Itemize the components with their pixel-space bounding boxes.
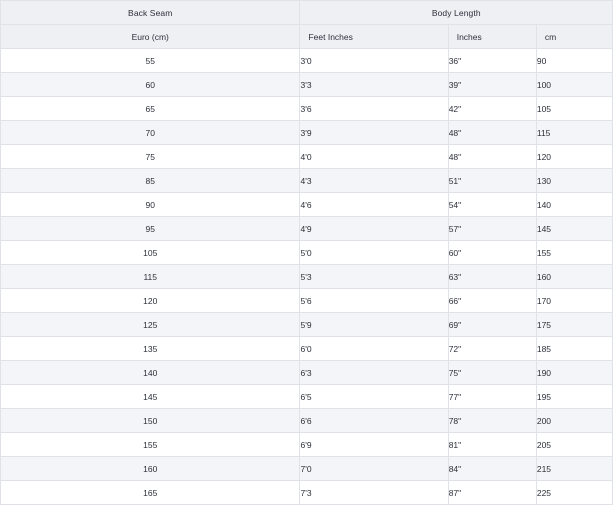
cell-inches: 69" — [448, 313, 536, 337]
cell-cm: 130 — [536, 169, 612, 193]
table-row — [1, 289, 613, 313]
cell-euro: 85 — [1, 169, 300, 193]
cell-inches: 81" — [448, 433, 536, 457]
cell-cm: 190 — [536, 361, 612, 385]
cell-inches: 78" — [448, 409, 536, 433]
table-row — [1, 49, 613, 73]
cell-cm: 225 — [536, 481, 612, 505]
table-row — [1, 481, 613, 505]
table-row — [1, 337, 613, 361]
cell-feet-inches: 4'6 — [300, 193, 448, 217]
cell-feet-inches: 5'3 — [300, 265, 448, 289]
table-row — [1, 241, 613, 265]
cell-inches: 36" — [448, 49, 536, 73]
cell-feet-inches: 7'0 — [300, 457, 448, 481]
cell-inches: 57" — [448, 217, 536, 241]
group-header-body-length: Body Length — [300, 1, 613, 25]
table-row — [1, 121, 613, 145]
group-header-back-seam: Back Seam — [1, 1, 300, 25]
cell-euro: 55 — [1, 49, 300, 73]
cell-feet-inches: 6'5 — [300, 385, 448, 409]
cell-euro: 60 — [1, 73, 300, 97]
cell-euro: 155 — [1, 433, 300, 457]
cell-euro: 65 — [1, 97, 300, 121]
table-row — [1, 385, 613, 409]
table-row — [1, 169, 613, 193]
cell-inches: 42" — [448, 97, 536, 121]
cell-euro: 120 — [1, 289, 300, 313]
cell-inches: 54" — [448, 193, 536, 217]
cell-inches: 75" — [448, 361, 536, 385]
cell-feet-inches: 6'3 — [300, 361, 448, 385]
cell-cm: 170 — [536, 289, 612, 313]
cell-feet-inches: 6'9 — [300, 433, 448, 457]
column-header-inches: Inches — [448, 25, 536, 49]
cell-cm: 175 — [536, 313, 612, 337]
cell-feet-inches: 5'9 — [300, 313, 448, 337]
cell-cm: 100 — [536, 73, 612, 97]
cell-euro: 90 — [1, 193, 300, 217]
cell-cm: 90 — [536, 49, 612, 73]
table-row — [1, 409, 613, 433]
cell-euro: 70 — [1, 121, 300, 145]
cell-euro: 95 — [1, 217, 300, 241]
table-row — [1, 457, 613, 481]
cell-cm: 105 — [536, 97, 612, 121]
cell-cm: 185 — [536, 337, 612, 361]
cell-cm: 215 — [536, 457, 612, 481]
column-header-euro: Euro (cm) — [1, 25, 300, 49]
cell-cm: 200 — [536, 409, 612, 433]
cell-feet-inches: 5'0 — [300, 241, 448, 265]
cell-cm: 155 — [536, 241, 612, 265]
cell-euro: 105 — [1, 241, 300, 265]
table-row — [1, 97, 613, 121]
table-row — [1, 433, 613, 457]
cell-inches: 60" — [448, 241, 536, 265]
cell-feet-inches: 4'0 — [300, 145, 448, 169]
cell-euro: 150 — [1, 409, 300, 433]
cell-feet-inches: 3'3 — [300, 73, 448, 97]
table-row — [1, 217, 613, 241]
cell-euro: 160 — [1, 457, 300, 481]
cell-inches: 72" — [448, 337, 536, 361]
cell-euro: 115 — [1, 265, 300, 289]
cell-euro: 135 — [1, 337, 300, 361]
cell-euro: 165 — [1, 481, 300, 505]
column-header-feet-inches: Feet Inches — [300, 25, 448, 49]
cell-feet-inches: 6'6 — [300, 409, 448, 433]
table-row — [1, 265, 613, 289]
cell-euro: 75 — [1, 145, 300, 169]
cell-feet-inches: 3'6 — [300, 97, 448, 121]
cell-inches: 48" — [448, 145, 536, 169]
table-body — [1, 49, 613, 505]
cell-cm: 145 — [536, 217, 612, 241]
cell-inches: 87" — [448, 481, 536, 505]
cell-cm: 120 — [536, 145, 612, 169]
table-row — [1, 361, 613, 385]
cell-cm: 195 — [536, 385, 612, 409]
cell-cm: 115 — [536, 121, 612, 145]
cell-cm: 160 — [536, 265, 612, 289]
cell-euro: 125 — [1, 313, 300, 337]
cell-inches: 39" — [448, 73, 536, 97]
cell-feet-inches: 3'0 — [300, 49, 448, 73]
cell-inches: 77" — [448, 385, 536, 409]
cell-feet-inches: 3'9 — [300, 121, 448, 145]
cell-cm: 205 — [536, 433, 612, 457]
cell-feet-inches: 7'3 — [300, 481, 448, 505]
table-row — [1, 313, 613, 337]
cell-inches: 63" — [448, 265, 536, 289]
cell-feet-inches: 5'6 — [300, 289, 448, 313]
cell-inches: 48" — [448, 121, 536, 145]
cell-inches: 51" — [448, 169, 536, 193]
cell-inches: 66" — [448, 289, 536, 313]
cell-feet-inches: 6'0 — [300, 337, 448, 361]
table-row — [1, 145, 613, 169]
cell-euro: 140 — [1, 361, 300, 385]
cell-euro: 145 — [1, 385, 300, 409]
column-header-cm: cm — [536, 25, 612, 49]
cell-cm: 140 — [536, 193, 612, 217]
cell-feet-inches: 4'9 — [300, 217, 448, 241]
table-header — [1, 1, 613, 49]
table-row — [1, 193, 613, 217]
table-row — [1, 73, 613, 97]
cell-inches: 84" — [448, 457, 536, 481]
column-header-row — [1, 25, 613, 49]
cell-feet-inches: 4'3 — [300, 169, 448, 193]
group-header-row — [1, 1, 613, 25]
